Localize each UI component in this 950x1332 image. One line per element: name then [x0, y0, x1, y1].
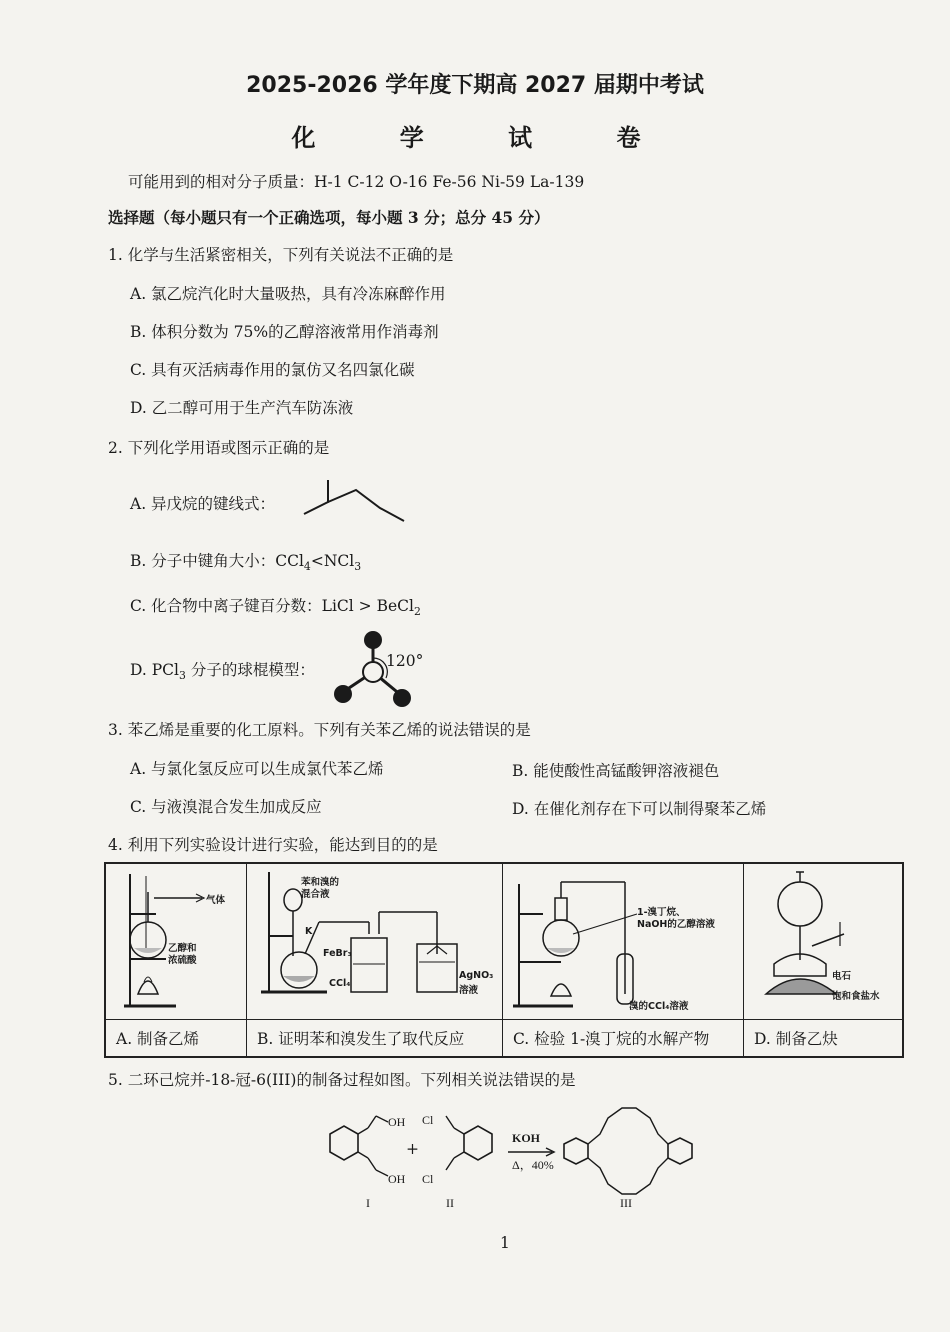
caption-d: D. 制备乙炔: [744, 1019, 902, 1058]
experiment-cell-d: [744, 864, 902, 1058]
hydroxyl-bottom: OH: [388, 1172, 406, 1186]
relative-masses: 可能用到的相对分子质量：H-1 C-12 O-16 Fe-56 Ni-59 La-139: [128, 173, 585, 191]
q2-option-b: B. 分子中键角大小：CCl$_4$<NCl$_3$: [130, 552, 362, 574]
bond-angle-label: 120°: [386, 652, 424, 670]
plus-sign: +: [406, 1140, 419, 1158]
label-febr3: FeBr₃: [323, 948, 352, 959]
reagent-koh: KOH: [512, 1131, 541, 1145]
label-agno3: AgNO₃: [459, 970, 494, 981]
caption-a: A. 制备乙烯: [106, 1019, 246, 1058]
caption-b: B. 证明苯和溴发生了取代反应: [247, 1019, 502, 1058]
q2-option-c: C. 化合物中离子键百分数：LiCl > BeCl$_2$: [130, 597, 421, 619]
pcl3-ball-and-stick-model: [330, 630, 420, 710]
page-number: 1: [500, 1234, 510, 1252]
caption-c: C. 检验 1-溴丁烷的水解产物: [503, 1019, 743, 1058]
reaction-conditions: Δ，40%: [512, 1158, 554, 1172]
label-gas: 气体: [206, 895, 226, 906]
q3-option-b: B. 能使酸性高锰酸钾溶液褪色: [512, 762, 720, 780]
reaction-arrow: [508, 1148, 556, 1156]
q2-stem: 2. 下列化学用语或图示正确的是: [108, 439, 330, 457]
q3-option-c: C. 与液溴混合发生加成反应: [130, 798, 322, 816]
experiment-cell-c: [503, 864, 744, 1058]
q1-option-d: D. 乙二醇可用于生产汽车防冻液: [130, 399, 354, 417]
exam-title: 2025-2026 学年度下期高 2027 届期中考试: [246, 73, 704, 98]
q1-option-a: A. 氯乙烷汽化时大量吸热，具有冷冻麻醉作用: [130, 285, 446, 303]
chloro-bottom: Cl: [422, 1172, 434, 1186]
experiment-table: [104, 862, 904, 1058]
label-brine: 饱和食盐水: [832, 991, 880, 1002]
label-bromine-ccl4: 溴的CCl₄溶液: [629, 1001, 689, 1012]
q2-option-a: A. 异戊烷的键线式：: [130, 495, 276, 513]
label-compound-i: I: [366, 1196, 370, 1210]
label-compound-ii: II: [446, 1196, 454, 1210]
label-compound-iii: III: [620, 1196, 632, 1210]
bromobenzene-apparatus-diagram: [247, 864, 503, 1020]
q3-option-a: A. 与氯化氢反应可以生成氯代苯乙烯: [130, 760, 384, 778]
q4-stem: 4. 利用下列实验设计进行实验，能达到目的的是: [108, 836, 438, 854]
compound-i-structure: [312, 1108, 400, 1186]
q3-stem: 3. 苯乙烯是重要的化工原料。下列有关苯乙烯的说法错误的是: [108, 721, 531, 739]
q1-option-c: C. 具有灭活病毒作用的氯仿又名四氯化碳: [130, 361, 415, 379]
experiment-cell-b: [247, 864, 503, 1058]
section-heading: 选择题（每小题只有一个正确选项，每小题 3 分；总分 45 分）: [108, 208, 550, 227]
compound-ii-structure: [424, 1108, 504, 1186]
label-ethanol: 乙醇和: [168, 943, 197, 954]
chloro-top: Cl: [422, 1113, 434, 1127]
label-benzene-bromine: 苯和溴的: [301, 877, 340, 888]
experiment-cell-a: [106, 864, 247, 1058]
exam-subject: 化 学 试 卷: [291, 123, 679, 152]
label-sulfuric-acid: 浓硫酸: [168, 955, 197, 966]
label-naoh-ethanol: NaOH的乙醇溶液: [637, 919, 715, 930]
q1-option-b: B. 体积分数为 75%的乙醇溶液常用作消毒剂: [130, 323, 439, 341]
hydroxyl-top: OH: [388, 1115, 406, 1129]
q5-stem: 5. 二环己烷并-18-冠-6(III)的制备过程如图。下列相关说法错误的是: [108, 1071, 576, 1089]
label-calcium-carbide: 电石: [832, 971, 852, 982]
isopentane-skeletal-formula: [300, 476, 410, 528]
label-mixture: 混合液: [301, 889, 330, 900]
q2-option-d: D. PCl$_3$ 分子的球棍模型：: [130, 661, 315, 683]
label-1-bromobutane: 1-溴丁烷、: [637, 907, 686, 918]
bromobutane-apparatus-diagram: [503, 864, 744, 1020]
compound-iii-structure: [560, 1100, 700, 1196]
q3-option-d: D. 在催化剂存在下可以制得聚苯乙烯: [512, 800, 767, 818]
label-solution: 溶液: [459, 985, 479, 996]
label-ccl4: CCl₄: [329, 978, 351, 989]
label-valve-k: K: [305, 926, 313, 937]
q1-stem: 1. 化学与生活紧密相关，下列有关说法不正确的是: [108, 246, 454, 264]
